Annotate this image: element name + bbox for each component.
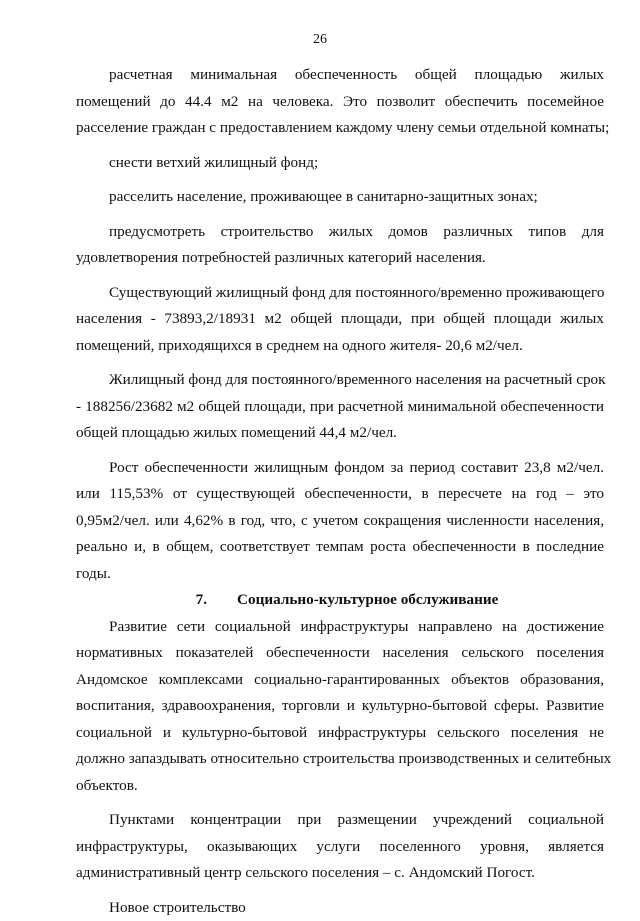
section-title: Социально-культурное обслуживание bbox=[237, 591, 498, 608]
text-line: снести ветхий жилищный фонд; bbox=[76, 150, 604, 177]
text-line: Рост обеспеченности жилищным фондом за период составит 23,8 м2/чел. bbox=[76, 455, 604, 482]
text-line: воспитания, здравоохранения, торговли и культурно-бытовой сферы. Развитие bbox=[76, 693, 604, 720]
text-line: расселение граждан с предоставлением каждому члену семьи отдельной комнаты; bbox=[76, 115, 604, 142]
text-line: предусмотреть строительство жилых домов различных типов для bbox=[76, 219, 604, 246]
text-line: Жилищный фонд для постоянного/временного населения на расчетный срок bbox=[76, 367, 604, 394]
text-line: 0,95м2/чел. или 4,62% в год, что, с учетом сокращения численности населения, bbox=[76, 508, 604, 535]
text-line: общей площадью жилых помещений 44,4 м2/чел. bbox=[76, 420, 604, 447]
text-line: нормативных показателей обеспеченности населения сельского поселения bbox=[76, 640, 604, 667]
text-line: Новое строительство bbox=[76, 895, 604, 921]
body-text bbox=[76, 62, 604, 921]
text-line: населения - 73893,2/18931 м2 общей площади, при общей площади жилых bbox=[76, 306, 604, 333]
text-line: расчетная минимальная обеспеченность общей площадью жилых bbox=[76, 62, 604, 89]
text-line: расселить население, проживающее в санитарно-защитных зонах; bbox=[76, 184, 604, 211]
text-line: объектов. bbox=[76, 773, 604, 800]
text-line: или 115,53% от существующей обеспеченности, в пересчете на год – это bbox=[76, 481, 604, 508]
text-line: социальной и культурно-бытовой инфраструктуры сельского поселения не bbox=[76, 720, 604, 747]
text-line: должно запаздывать относительно строительства производственных и селитебных bbox=[76, 746, 604, 773]
section-heading bbox=[76, 587, 604, 614]
text-line: Пунктами концентрации при размещении учреждений социальной bbox=[76, 807, 604, 834]
text-line: Существующий жилищный фонд для постоянного/временно проживающего bbox=[76, 280, 604, 307]
section-number: 7. bbox=[196, 587, 207, 614]
text-line: - 188256/23682 м2 общей площади, при расчетной минимальной обеспеченности bbox=[76, 394, 604, 421]
text-line: помещений, приходящихся в среднем на одного жителя- 20,6 м2/чел. bbox=[76, 333, 604, 360]
text-line: Андомское комплексами социально-гарантированных объектов образования, bbox=[76, 667, 604, 694]
text-line: Развитие сети социальной инфраструктуры направлено на достижение bbox=[76, 614, 604, 641]
text-line: помещений до 44.4 м2 на человека. Это позволит обеспечить посемейное bbox=[76, 89, 604, 116]
page-number: 26 bbox=[0, 32, 640, 48]
text-line: реально и, в общем, соответствует темпам роста обеспеченности в последние bbox=[76, 534, 604, 561]
text-line: инфраструктуры, оказывающих услуги поселенного уровня, является bbox=[76, 834, 604, 861]
text-line: удовлетворения потребностей различных категорий населения. bbox=[76, 245, 604, 272]
text-line: годы. bbox=[76, 561, 604, 588]
text-line: административный центр сельского поселения – с. Андомский Погост. bbox=[76, 860, 604, 887]
